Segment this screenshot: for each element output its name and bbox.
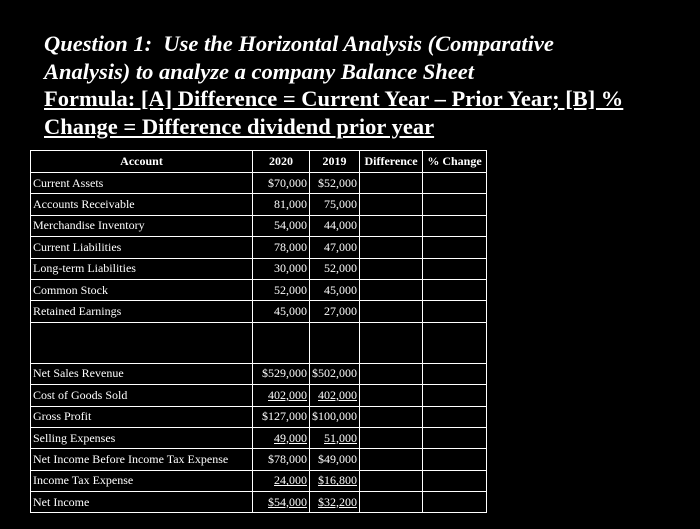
- value-2019-cell: 75,000: [310, 194, 360, 215]
- value-2020-cell: $78,000: [253, 449, 310, 470]
- pct-change-cell[interactable]: [423, 385, 487, 406]
- question-number: Question 1:: [44, 31, 153, 56]
- difference-cell[interactable]: [360, 215, 423, 236]
- pct-change-cell[interactable]: [423, 470, 487, 491]
- difference-cell[interactable]: [360, 427, 423, 448]
- header-account: Account: [31, 151, 253, 173]
- account-cell: Current Assets: [31, 173, 253, 194]
- difference-cell[interactable]: [360, 258, 423, 279]
- value-2019-cell: 44,000: [310, 215, 360, 236]
- header-2019: 2019: [310, 151, 360, 173]
- account-cell: Net Income Before Income Tax Expense: [31, 449, 253, 470]
- table-row: [31, 215, 487, 236]
- difference-cell[interactable]: [360, 237, 423, 258]
- table-row: [31, 363, 487, 384]
- value-2020-cell: 30,000: [253, 258, 310, 279]
- table-row: [31, 385, 487, 406]
- table-row: [31, 279, 487, 300]
- spacer-cell: [31, 322, 253, 363]
- table-row: [31, 173, 487, 194]
- question-line-1-text: Use the Horizontal Analysis (Comparative: [152, 31, 554, 56]
- difference-cell[interactable]: [360, 385, 423, 406]
- table-row: [31, 427, 487, 448]
- spacer-cell[interactable]: [423, 322, 487, 363]
- spacer-cell: [253, 322, 310, 363]
- account-cell: Income Tax Expense: [31, 470, 253, 491]
- account-cell: Retained Earnings: [31, 301, 253, 322]
- account-cell: Selling Expenses: [31, 427, 253, 448]
- header-difference: Difference: [360, 151, 423, 173]
- value-2019-cell: $16,800: [310, 470, 360, 491]
- value-2020-cell: $54,000: [253, 492, 310, 513]
- pct-change-cell[interactable]: [423, 258, 487, 279]
- value-2020-cell: 24,000: [253, 470, 310, 491]
- value-2020-cell: 49,000: [253, 427, 310, 448]
- table-row: [31, 449, 487, 470]
- value-2020-cell: $529,000: [253, 363, 310, 384]
- formula-line-1: Formula: [A] Difference = Current Year – Prior Year; [B] %: [44, 86, 624, 111]
- table-row: [31, 301, 487, 322]
- formula-line-2: Change = Difference dividend prior year: [44, 113, 435, 139]
- value-2020-cell: 52,000: [253, 279, 310, 300]
- pct-change-cell[interactable]: [423, 173, 487, 194]
- pct-change-cell[interactable]: [423, 194, 487, 215]
- pct-change-cell[interactable]: [423, 449, 487, 470]
- account-cell: Current Liabilities: [31, 237, 253, 258]
- value-2019-cell: 45,000: [310, 279, 360, 300]
- value-2019-cell: 27,000: [310, 301, 360, 322]
- table-row: [31, 194, 487, 215]
- value-2019-cell: 402,000: [310, 385, 360, 406]
- difference-cell[interactable]: [360, 470, 423, 491]
- pct-change-cell[interactable]: [423, 215, 487, 236]
- table-row: [31, 258, 487, 279]
- table-row: [31, 406, 487, 427]
- account-cell: Long-term Liabilities: [31, 258, 253, 279]
- value-2020-cell: 54,000: [253, 215, 310, 236]
- pct-change-cell[interactable]: [423, 301, 487, 322]
- difference-cell[interactable]: [360, 363, 423, 384]
- table-row: [31, 237, 487, 258]
- difference-cell[interactable]: [360, 279, 423, 300]
- value-2020-cell: 81,000: [253, 194, 310, 215]
- value-2019-cell: 52,000: [310, 258, 360, 279]
- difference-cell[interactable]: [360, 449, 423, 470]
- question-heading: [44, 30, 684, 140]
- difference-cell[interactable]: [360, 194, 423, 215]
- account-cell: Net Income: [31, 492, 253, 513]
- account-cell: Accounts Receivable: [31, 194, 253, 215]
- header-pct-change: % Change: [423, 151, 487, 173]
- difference-cell[interactable]: [360, 301, 423, 322]
- question-line-2: Analysis) to analyze a company Balance Sheet: [44, 58, 474, 84]
- value-2020-cell: $127,000: [253, 406, 310, 427]
- value-2020-cell: 78,000: [253, 237, 310, 258]
- pct-change-cell[interactable]: [423, 427, 487, 448]
- pct-change-cell[interactable]: [423, 492, 487, 513]
- value-2019-cell: $49,000: [310, 449, 360, 470]
- horizontal-analysis-table: [30, 150, 487, 513]
- account-cell: Merchandise Inventory: [31, 215, 253, 236]
- table-row: [31, 470, 487, 491]
- header-2020: 2020: [253, 151, 310, 173]
- account-cell: Cost of Goods Sold: [31, 385, 253, 406]
- account-cell: Common Stock: [31, 279, 253, 300]
- pct-change-cell[interactable]: [423, 279, 487, 300]
- pct-change-cell[interactable]: [423, 237, 487, 258]
- value-2019-cell: $502,000: [310, 363, 360, 384]
- pct-change-cell[interactable]: [423, 363, 487, 384]
- difference-cell[interactable]: [360, 173, 423, 194]
- spacer-cell[interactable]: [360, 322, 423, 363]
- spacer-cell: [310, 322, 360, 363]
- value-2020-cell: 402,000: [253, 385, 310, 406]
- table-spacer-row: [31, 322, 487, 363]
- difference-cell[interactable]: [360, 406, 423, 427]
- table-header-row: [31, 151, 487, 173]
- table-row: [31, 492, 487, 513]
- account-cell: Net Sales Revenue: [31, 363, 253, 384]
- pct-change-cell[interactable]: [423, 406, 487, 427]
- value-2019-cell: $100,000: [310, 406, 360, 427]
- value-2019-cell: 47,000: [310, 237, 360, 258]
- value-2019-cell: 51,000: [310, 427, 360, 448]
- value-2019-cell: $32,200: [310, 492, 360, 513]
- value-2020-cell: 45,000: [253, 301, 310, 322]
- question-line-1: [44, 30, 684, 58]
- value-2020-cell: $70,000: [253, 173, 310, 194]
- value-2019-cell: $52,000: [310, 173, 360, 194]
- account-cell: Gross Profit: [31, 406, 253, 427]
- difference-cell[interactable]: [360, 492, 423, 513]
